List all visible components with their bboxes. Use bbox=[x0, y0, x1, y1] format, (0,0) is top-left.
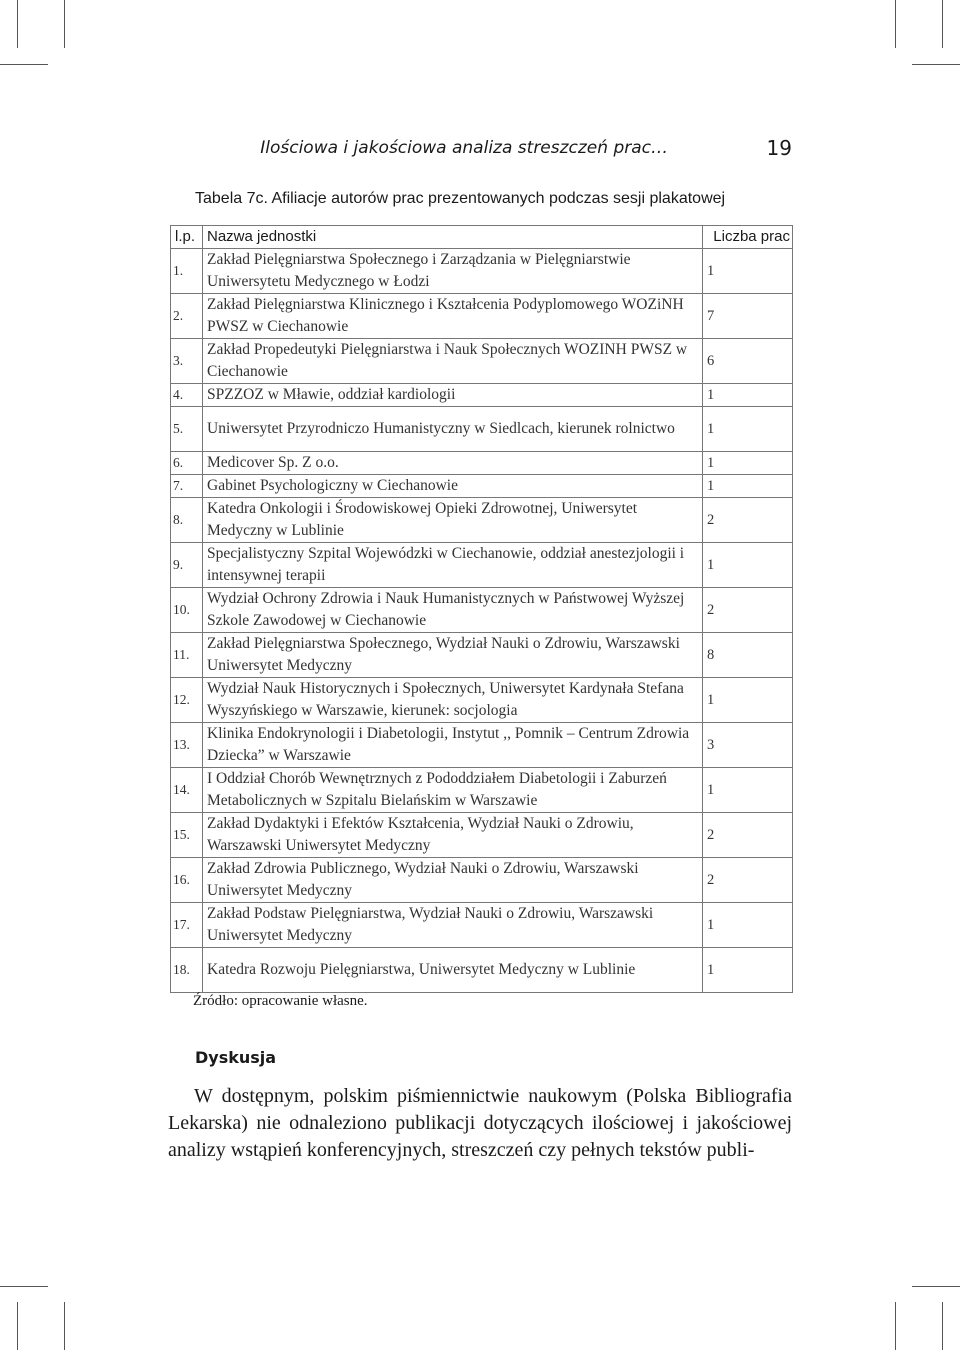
row-name: Medicover Sp. Z o.o. bbox=[203, 452, 703, 475]
row-name: Uniwersytet Przyrodniczo Humanistyczny w Siedlcach, kierunek rolnictwo bbox=[203, 407, 703, 452]
column-header-lp: l.p. bbox=[171, 226, 203, 249]
row-count: 1 bbox=[703, 407, 793, 452]
body-paragraph: W dostępnym, polskim piśmiennictwie naukowym (Polska Bibliografia Lekarska) nie odnaleziono publikacji dotyczących ilościowej i jakościowej analizy wstąpień konferencyjnych, streszczeń czy pełnych tekstów publi- bbox=[168, 1085, 792, 1161]
row-count: 3 bbox=[703, 723, 793, 768]
row-lp: 14. bbox=[171, 768, 203, 813]
crop-mark bbox=[942, 0, 943, 48]
row-lp: 10. bbox=[171, 588, 203, 633]
table-row bbox=[171, 339, 793, 384]
crop-mark bbox=[17, 1302, 18, 1350]
row-name: Wydział Nauk Historycznych i Społecznych, Uniwersytet Kardynała Stefana Wyszyńskiego w Warszawie, kierunek: socjologia bbox=[203, 678, 703, 723]
row-lp: 4. bbox=[171, 384, 203, 407]
row-count: 1 bbox=[703, 948, 793, 993]
running-header bbox=[168, 136, 792, 166]
running-title: Ilościowa i jakościowa analiza streszczeń prac… bbox=[260, 138, 668, 158]
row-lp: 1. bbox=[171, 249, 203, 294]
table-header-row bbox=[171, 226, 793, 249]
row-lp: 3. bbox=[171, 339, 203, 384]
table-row bbox=[171, 249, 793, 294]
row-count: 1 bbox=[703, 543, 793, 588]
row-lp: 9. bbox=[171, 543, 203, 588]
row-lp: 13. bbox=[171, 723, 203, 768]
table-row bbox=[171, 588, 793, 633]
row-name: Zakład Propedeutyki Pielęgniarstwa i Nauk Społecznych WOZINH PWSZ w Ciechanowie bbox=[203, 339, 703, 384]
crop-mark bbox=[942, 1302, 943, 1350]
table-source-note: Źródło: opracowanie własne. bbox=[193, 993, 368, 1009]
row-count: 1 bbox=[703, 249, 793, 294]
column-header-count: Liczba prac bbox=[703, 226, 793, 249]
table-row bbox=[171, 452, 793, 475]
table-row bbox=[171, 678, 793, 723]
crop-mark bbox=[895, 1302, 896, 1350]
row-name: Zakład Zdrowia Publicznego, Wydział Nauki o Zdrowiu, Warszawski Uniwersytet Medyczny bbox=[203, 858, 703, 903]
row-name: Zakład Dydaktyki i Efektów Kształcenia, Wydział Nauki o Zdrowiu, Warszawski Uniwersytet Medyczny bbox=[203, 813, 703, 858]
row-name: Katedra Rozwoju Pielęgniarstwa, Uniwersytet Medyczny w Lublinie bbox=[203, 948, 703, 993]
table-row bbox=[171, 768, 793, 813]
row-count: 1 bbox=[703, 678, 793, 723]
row-name: Specjalistyczny Szpital Wojewódzki w Ciechanowie, oddział anestezjologii i intensywnej terapii bbox=[203, 543, 703, 588]
page-number: 19 bbox=[766, 136, 792, 160]
row-lp: 18. bbox=[171, 948, 203, 993]
row-count: 7 bbox=[703, 294, 793, 339]
table-row bbox=[171, 858, 793, 903]
row-count: 1 bbox=[703, 768, 793, 813]
row-count: 2 bbox=[703, 813, 793, 858]
row-lp: 6. bbox=[171, 452, 203, 475]
crop-mark bbox=[0, 1286, 48, 1287]
row-lp: 16. bbox=[171, 858, 203, 903]
crop-mark bbox=[17, 0, 18, 48]
section-heading: Dyskusja bbox=[195, 1048, 277, 1067]
table-row bbox=[171, 384, 793, 407]
row-name: Zakład Pielęgniarstwa Klinicznego i Kształcenia Podyplomowego WOZiNH PWSZ w Ciechanowie bbox=[203, 294, 703, 339]
crop-mark bbox=[64, 1302, 65, 1350]
row-name: Gabinet Psychologiczny w Ciechanowie bbox=[203, 475, 703, 498]
row-count: 2 bbox=[703, 588, 793, 633]
row-lp: 2. bbox=[171, 294, 203, 339]
row-lp: 11. bbox=[171, 633, 203, 678]
row-name: Zakład Podstaw Pielęgniarstwa, Wydział Nauki o Zdrowiu, Warszawski Uniwersytet Medyczny bbox=[203, 903, 703, 948]
row-name: I Oddział Chorób Wewnętrznych z Pododdziałem Diabetologii i Zaburzeń Metabolicznych w Szpitalu Bielańskim w Warszawie bbox=[203, 768, 703, 813]
crop-mark bbox=[912, 64, 960, 65]
row-count: 1 bbox=[703, 475, 793, 498]
row-name: Zakład Pielęgniarstwa Społecznego, Wydział Nauki o Zdrowiu, Warszawski Uniwersytet Medyczny bbox=[203, 633, 703, 678]
row-lp: 8. bbox=[171, 498, 203, 543]
row-name: Klinika Endokrynologii i Diabetologii, Instytut ,, Pomnik – Centrum Zdrowia Dziecka” w Warszawie bbox=[203, 723, 703, 768]
table-row bbox=[171, 294, 793, 339]
row-lp: 12. bbox=[171, 678, 203, 723]
table-row bbox=[171, 475, 793, 498]
row-lp: 15. bbox=[171, 813, 203, 858]
row-lp: 17. bbox=[171, 903, 203, 948]
table-row bbox=[171, 948, 793, 993]
table-row bbox=[171, 543, 793, 588]
table-row bbox=[171, 498, 793, 543]
crop-mark bbox=[895, 0, 896, 48]
crop-mark bbox=[912, 1286, 960, 1287]
row-name: Wydział Ochrony Zdrowia i Nauk Humanistycznych w Państwowej Wyższej Szkole Zawodowej w Ciechanowie bbox=[203, 588, 703, 633]
row-lp: 7. bbox=[171, 475, 203, 498]
table-caption: Tabela 7c. Afiliacje autorów prac prezentowanych podczas sesji plakatowej bbox=[195, 190, 726, 207]
table-row bbox=[171, 903, 793, 948]
row-name: SPZZOZ w Mławie, oddział kardiologii bbox=[203, 384, 703, 407]
row-count: 2 bbox=[703, 858, 793, 903]
table-row bbox=[171, 723, 793, 768]
row-count: 8 bbox=[703, 633, 793, 678]
table-row bbox=[171, 813, 793, 858]
crop-mark bbox=[64, 0, 65, 48]
row-lp: 5. bbox=[171, 407, 203, 452]
table-row bbox=[171, 407, 793, 452]
affiliations-table bbox=[170, 225, 793, 993]
row-count: 6 bbox=[703, 339, 793, 384]
row-count: 1 bbox=[703, 903, 793, 948]
row-count: 1 bbox=[703, 384, 793, 407]
crop-mark bbox=[0, 64, 48, 65]
row-name: Zakład Pielęgniarstwa Społecznego i Zarządzania w Pielęgniarstwie Uniwersytetu Medycznego w Łodzi bbox=[203, 249, 703, 294]
table-row bbox=[171, 633, 793, 678]
row-count: 1 bbox=[703, 452, 793, 475]
row-name: Katedra Onkologii i Środowiskowej Opieki Zdrowotnej, Uniwersytet Medyczny w Lublinie bbox=[203, 498, 703, 543]
column-header-name: Nazwa jednostki bbox=[203, 226, 703, 249]
row-count: 2 bbox=[703, 498, 793, 543]
